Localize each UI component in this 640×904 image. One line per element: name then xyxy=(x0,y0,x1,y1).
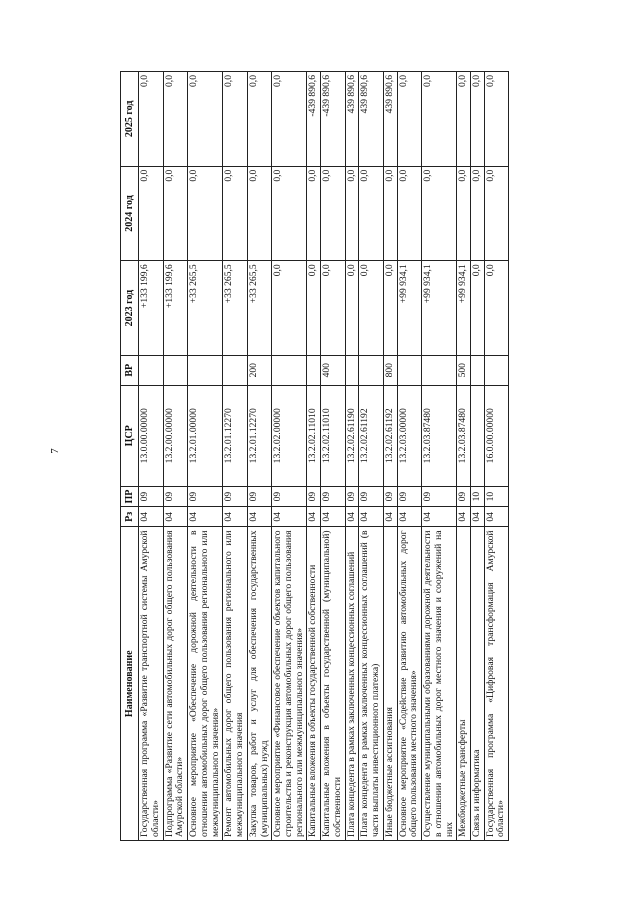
cell-name: Плата концедента в рамках заключенных концессионных соглашений (в части выплаты инвестиционного платежа) xyxy=(359,527,383,841)
cell-pr: 09 xyxy=(422,486,457,506)
cell-2023: 0,0 xyxy=(321,261,345,356)
cell-2023: 0,0 xyxy=(471,261,485,356)
cell-name: Подпрограмма «Развитие сети автомобильных дорог общего пользования Амурской области» xyxy=(163,527,187,841)
cell-name: Связь и информатика xyxy=(471,527,485,841)
cell-pr: 09 xyxy=(223,486,247,506)
header-pr: ПР xyxy=(121,486,139,506)
cell-vr xyxy=(163,355,187,385)
cell-pr: 09 xyxy=(345,486,359,506)
cell-name: Осуществление муниципальными образованиями дорожной деятельности в отношении автомобильных дорог местного значения и сооружений на них xyxy=(422,527,457,841)
cell-2023: +99 934,1 xyxy=(397,261,421,356)
cell-csr: 13.2.02.11010 xyxy=(321,385,345,486)
cell-name: Государственная программа «Развитие транспортной системы Амурской области» xyxy=(139,527,163,841)
cell-name: Ремонт автомобильных дорог общего пользования регионального или межмуниципального значения xyxy=(223,527,247,841)
cell-rz: 04 xyxy=(457,507,471,527)
cell-name: Капитальные вложения в объекты государственной (муниципальной) собственности xyxy=(321,527,345,841)
cell-2025: 0,0 xyxy=(272,72,307,167)
cell-2025: 0,0 xyxy=(397,72,421,167)
cell-pr: 09 xyxy=(307,486,321,506)
budget-table xyxy=(120,71,509,841)
cell-csr: 13.2.03.87480 xyxy=(457,385,471,486)
cell-name: Государственная программа «Цифровая трансформация Амурской области» xyxy=(484,527,508,841)
cell-pr: 09 xyxy=(359,486,383,506)
cell-vr xyxy=(359,355,383,385)
cell-2024: 0,0 xyxy=(307,166,321,261)
table-row xyxy=(223,72,247,841)
cell-2025: 0,0 xyxy=(422,72,457,167)
cell-name: Основное мероприятие «Обеспечение дорожной деятельности в отношении автомобильных дорог общего пользования регионального или межмуниципального значения» xyxy=(188,527,223,841)
cell-2023: 0,0 xyxy=(359,261,383,356)
table-row xyxy=(272,72,307,841)
cell-rz: 04 xyxy=(359,507,383,527)
cell-name: Основное мероприятие «Содействие развитию автомобильных дорог общего пользования местного значения» xyxy=(397,527,421,841)
cell-rz: 04 xyxy=(188,507,223,527)
cell-2025: -439 890,6 xyxy=(307,72,321,167)
cell-pr: 09 xyxy=(397,486,421,506)
table-row xyxy=(321,72,345,841)
cell-2023: 0,0 xyxy=(345,261,359,356)
cell-rz: 04 xyxy=(247,507,271,527)
cell-csr: 13.2.03.00000 xyxy=(397,385,421,486)
cell-2024: 0,0 xyxy=(359,166,383,261)
cell-vr xyxy=(139,355,163,385)
cell-2025: 439 890,6 xyxy=(383,72,397,167)
table-row xyxy=(139,72,163,841)
cell-vr xyxy=(484,355,508,385)
cell-pr: 09 xyxy=(188,486,223,506)
cell-2025: 0,0 xyxy=(471,72,485,167)
cell-2024: 0,0 xyxy=(139,166,163,261)
page-number: 7 xyxy=(48,448,61,454)
cell-2025: 0,0 xyxy=(139,72,163,167)
cell-2025: 439 890,6 xyxy=(359,72,383,167)
cell-rz: 04 xyxy=(345,507,359,527)
table-row xyxy=(345,72,359,841)
table-header-row xyxy=(121,72,139,841)
table-row xyxy=(484,72,508,841)
cell-csr: 13.2.02.61192 xyxy=(359,385,383,486)
cell-2024: 0,0 xyxy=(345,166,359,261)
cell-rz: 04 xyxy=(272,507,307,527)
cell-2023: +133 199,6 xyxy=(163,261,187,356)
cell-2023: +99 934,1 xyxy=(457,261,471,356)
cell-csr: 13.2.00.00000 xyxy=(163,385,187,486)
cell-csr: 13.2.01.12270 xyxy=(247,385,271,486)
header-2023: 2023 год xyxy=(121,261,139,356)
table-row xyxy=(307,72,321,841)
cell-2024: 0,0 xyxy=(223,166,247,261)
cell-vr xyxy=(422,355,457,385)
cell-2024: 0,0 xyxy=(422,166,457,261)
cell-rz: 04 xyxy=(383,507,397,527)
cell-csr: 13.2.02.00000 xyxy=(272,385,307,486)
table-row xyxy=(471,72,485,841)
cell-2023: 0,0 xyxy=(484,261,508,356)
cell-2025: 0,0 xyxy=(484,72,508,167)
header-2024: 2024 год xyxy=(121,166,139,261)
cell-2024: 0,0 xyxy=(383,166,397,261)
cell-vr xyxy=(307,355,321,385)
cell-vr xyxy=(471,355,485,385)
cell-2023: +33 265,5 xyxy=(188,261,223,356)
table-row xyxy=(247,72,271,841)
cell-name: Межбюджетные трансферты xyxy=(457,527,471,841)
cell-rz: 04 xyxy=(223,507,247,527)
cell-vr xyxy=(272,355,307,385)
cell-2024: 0,0 xyxy=(247,166,271,261)
cell-name: Закупка товаров, работ и услуг для обеспечения государственных (муниципальных) нужд xyxy=(247,527,271,841)
cell-2023: +133 199,6 xyxy=(139,261,163,356)
cell-vr xyxy=(397,355,421,385)
cell-pr: 09 xyxy=(457,486,471,506)
header-rz: Рз xyxy=(121,507,139,527)
table-row xyxy=(457,72,471,841)
cell-rz: 04 xyxy=(471,507,485,527)
cell-2024: 0,0 xyxy=(457,166,471,261)
cell-2024: 0,0 xyxy=(163,166,187,261)
cell-vr: 800 xyxy=(383,355,397,385)
cell-2024: 0,0 xyxy=(471,166,485,261)
cell-pr: 09 xyxy=(383,486,397,506)
cell-csr: 16.0.00.00000 xyxy=(484,385,508,486)
cell-vr: 400 xyxy=(321,355,345,385)
cell-pr: 09 xyxy=(321,486,345,506)
cell-2025: -439 890,6 xyxy=(321,72,345,167)
cell-rz: 04 xyxy=(321,507,345,527)
table-row xyxy=(359,72,383,841)
cell-2023: +99 934,1 xyxy=(422,261,457,356)
cell-pr: 10 xyxy=(484,486,508,506)
table-row xyxy=(383,72,397,841)
cell-csr: 13.2.02.11010 xyxy=(307,385,321,486)
header-csr: ЦСР xyxy=(121,385,139,486)
cell-csr: 13.2.01.00000 xyxy=(188,385,223,486)
cell-name: Основное мероприятие «Финансовое обеспечение объектов капитального строительства и реконструкция автомобильных дорог общего пользования регионального или межмуниципального значения» xyxy=(272,527,307,841)
cell-vr xyxy=(223,355,247,385)
cell-pr: 09 xyxy=(272,486,307,506)
cell-2025: 0,0 xyxy=(457,72,471,167)
cell-2025: 0,0 xyxy=(163,72,187,167)
cell-name: Плата концедента в рамках заключенных концессионных соглашений xyxy=(345,527,359,841)
cell-vr: 200 xyxy=(247,355,271,385)
cell-2024: 0,0 xyxy=(188,166,223,261)
budget-table-container xyxy=(120,71,595,841)
cell-2023: 0,0 xyxy=(383,261,397,356)
cell-2023: 0,0 xyxy=(272,261,307,356)
cell-vr xyxy=(188,355,223,385)
cell-csr: 13.2.02.61190 xyxy=(345,385,359,486)
cell-csr: 13.2.03.87480 xyxy=(422,385,457,486)
cell-csr: 13.2.01.12270 xyxy=(223,385,247,486)
header-2025: 2025 год xyxy=(121,72,139,167)
cell-2024: 0,0 xyxy=(397,166,421,261)
cell-name: Капитальные вложения в объекты государственной собственности xyxy=(307,527,321,841)
cell-2025: 0,0 xyxy=(223,72,247,167)
cell-2025: 0,0 xyxy=(188,72,223,167)
table-row xyxy=(188,72,223,841)
cell-pr: 10 xyxy=(471,486,485,506)
cell-2024: 0,0 xyxy=(321,166,345,261)
cell-2024: 0,0 xyxy=(272,166,307,261)
cell-rz: 04 xyxy=(484,507,508,527)
cell-csr: 13.0.00.00000 xyxy=(139,385,163,486)
cell-pr: 09 xyxy=(163,486,187,506)
table-row xyxy=(422,72,457,841)
cell-2023: +33 265,5 xyxy=(247,261,271,356)
table-row xyxy=(397,72,421,841)
header-name: Наименование xyxy=(121,527,139,841)
cell-vr: 500 xyxy=(457,355,471,385)
cell-vr xyxy=(345,355,359,385)
cell-csr: 13.2.02.61192 xyxy=(383,385,397,486)
header-vr: ВР xyxy=(121,355,139,385)
cell-rz: 04 xyxy=(307,507,321,527)
cell-2024: 0,0 xyxy=(484,166,508,261)
cell-rz: 04 xyxy=(397,507,421,527)
cell-2025: 439 890,6 xyxy=(345,72,359,167)
cell-2023: 0,0 xyxy=(307,261,321,356)
cell-2023: +33 265,5 xyxy=(223,261,247,356)
cell-pr: 09 xyxy=(139,486,163,506)
cell-pr: 09 xyxy=(247,486,271,506)
cell-name: Иные бюджетные ассигнования xyxy=(383,527,397,841)
cell-2025: 0,0 xyxy=(247,72,271,167)
cell-csr xyxy=(471,385,485,486)
cell-rz: 04 xyxy=(163,507,187,527)
cell-rz: 04 xyxy=(139,507,163,527)
table-row xyxy=(163,72,187,841)
cell-rz: 04 xyxy=(422,507,457,527)
